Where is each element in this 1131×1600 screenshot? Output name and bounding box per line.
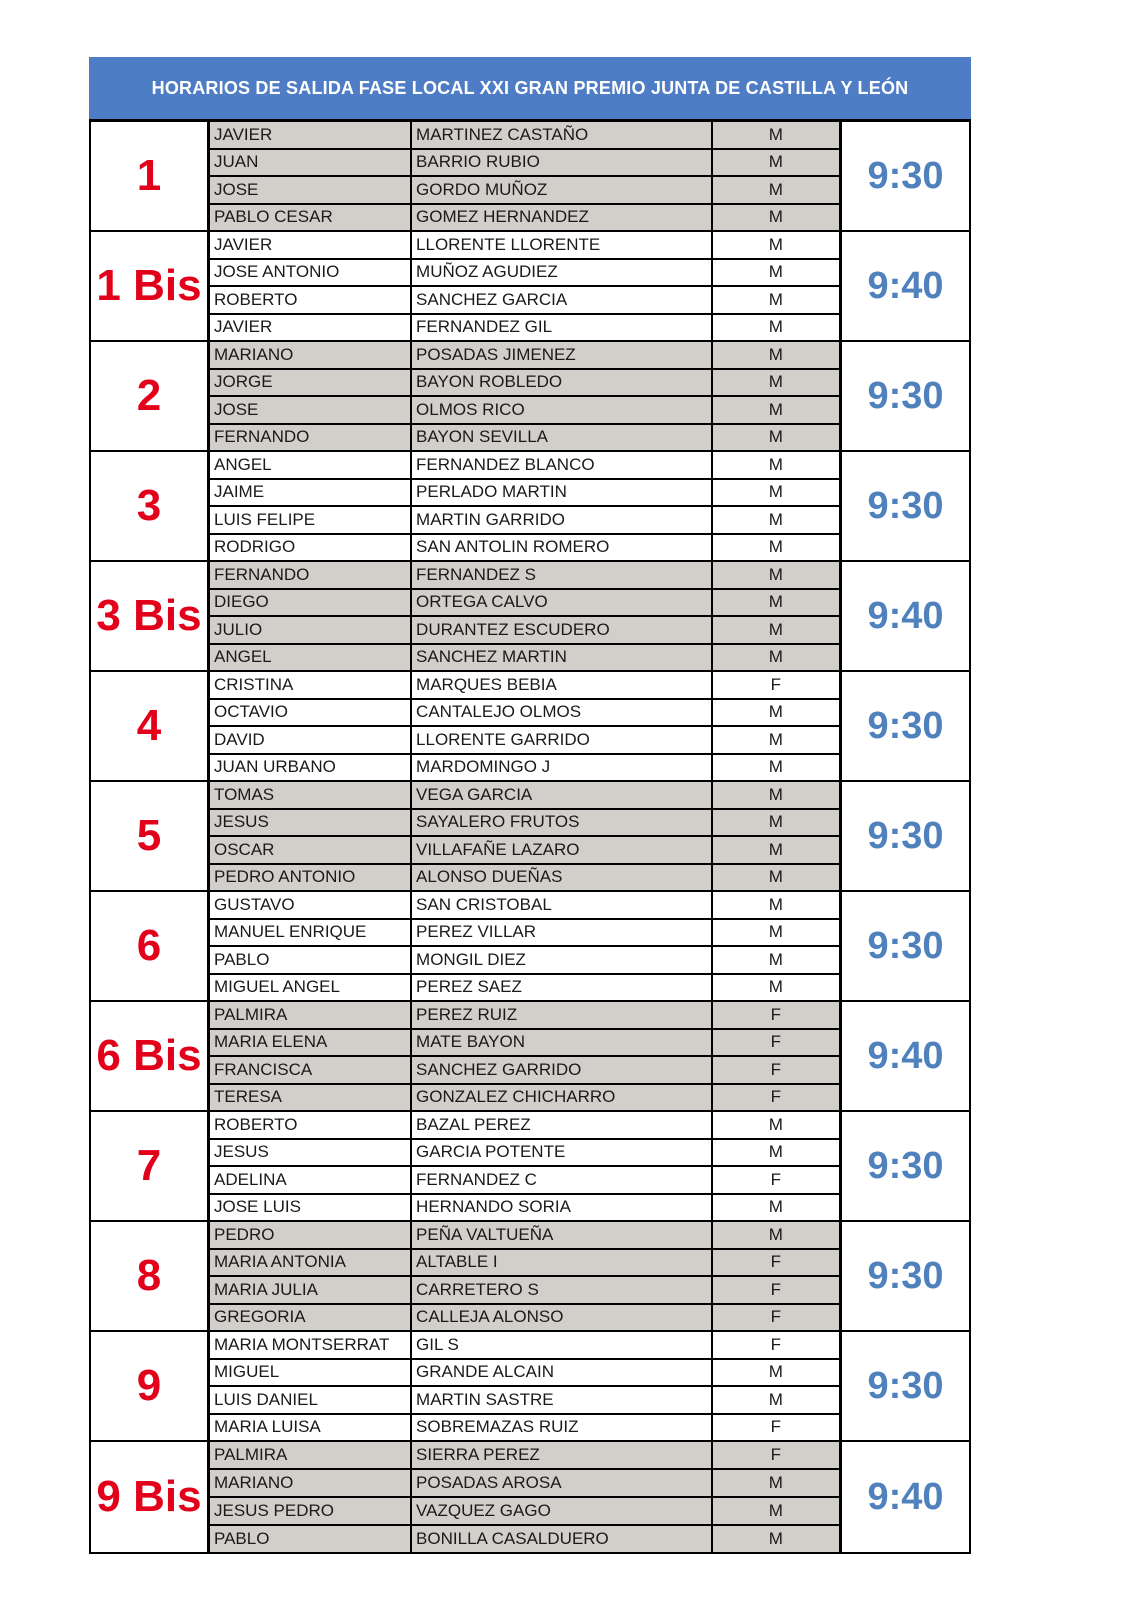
player-first-name: DIEGO	[210, 590, 412, 616]
player-first-name: ADELINA	[210, 1167, 412, 1193]
player-first-name: JAIME	[210, 480, 412, 506]
group-number: 2	[91, 342, 210, 450]
player-last-name: GIL S	[412, 1332, 713, 1358]
player-last-name: VILLAFAÑE LAZARO	[412, 837, 713, 863]
player-row	[210, 727, 839, 755]
players-list	[210, 892, 842, 1000]
group-number: 1 Bis	[91, 232, 210, 340]
player-sex: M	[768, 592, 783, 612]
group-number: 1	[91, 122, 210, 230]
player-first-name: FERNANDO	[210, 562, 412, 588]
player-first-name: TERESA	[210, 1085, 412, 1111]
start-time: 9:40	[842, 562, 969, 670]
player-sex: F	[770, 1087, 781, 1107]
player-first-name: CRISTINA	[210, 672, 412, 698]
player-last-name: PEREZ VILLAR	[412, 920, 713, 946]
player-first-name: MARIA LUISA	[210, 1415, 412, 1441]
player-sex: F	[770, 1307, 781, 1327]
player-last-name: SAYALERO FRUTOS	[412, 810, 713, 836]
player-first-name: MARIANO	[210, 1470, 412, 1496]
player-last-name: MARTINEZ CASTAÑO	[412, 122, 713, 148]
player-last-name: SANCHEZ GARRIDO	[412, 1057, 713, 1083]
group-block	[91, 452, 969, 562]
player-sex: F	[770, 1445, 781, 1464]
player-sex: M	[768, 289, 783, 309]
player-first-name: MARIA ANTONIA	[210, 1250, 412, 1276]
player-row	[210, 1305, 839, 1331]
player-row	[210, 1470, 839, 1498]
player-first-name: JAVIER	[210, 122, 412, 148]
player-sex: F	[770, 1252, 781, 1272]
player-sex: M	[768, 207, 783, 227]
player-last-name: FERNANDEZ S	[412, 562, 713, 588]
player-row	[210, 397, 839, 425]
players-list	[210, 1332, 842, 1440]
player-sex: F	[770, 1059, 781, 1079]
player-row	[210, 1002, 839, 1030]
players-list	[210, 1222, 842, 1330]
player-last-name: CALLEJA ALONSO	[412, 1305, 713, 1331]
player-last-name: DURANTEZ ESCUDERO	[412, 617, 713, 643]
player-last-name: GORDO MUÑOZ	[412, 177, 713, 203]
player-last-name: MARDOMINGO J	[412, 755, 713, 781]
player-row	[210, 1332, 839, 1360]
player-first-name: MIGUEL ANGEL	[210, 975, 412, 1001]
group-block	[91, 562, 969, 672]
player-row	[210, 122, 839, 150]
player-last-name: OLMOS RICO	[412, 397, 713, 423]
player-row	[210, 1498, 839, 1526]
player-first-name: ROBERTO	[210, 287, 412, 313]
player-sex: M	[768, 1389, 783, 1409]
player-sex: M	[768, 647, 783, 667]
player-sex: M	[768, 1224, 783, 1244]
player-last-name: GONZALEZ CHICHARRO	[412, 1085, 713, 1111]
player-row	[210, 177, 839, 205]
player-sex: F	[770, 1004, 781, 1024]
group-number: 9 Bis	[91, 1442, 210, 1552]
player-first-name: MANUEL ENRIQUE	[210, 920, 412, 946]
group-number: 6	[91, 892, 210, 1000]
player-last-name: GOMEZ HERNANDEZ	[412, 205, 713, 231]
player-first-name: MARIA ELENA	[210, 1030, 412, 1056]
player-first-name: JOSE	[210, 397, 412, 423]
player-first-name: ANGEL	[210, 645, 412, 671]
group-number: 3	[91, 452, 210, 560]
player-row	[210, 645, 839, 671]
player-sex: M	[768, 619, 783, 639]
player-last-name: VAZQUEZ GAGO	[412, 1498, 713, 1524]
player-first-name: JORGE	[210, 370, 412, 396]
player-row	[210, 1030, 839, 1058]
players-list	[210, 672, 842, 780]
player-last-name: MONGIL DIEZ	[412, 947, 713, 973]
player-sex: M	[768, 537, 783, 557]
start-time: 9:40	[842, 1442, 969, 1552]
player-row	[210, 1277, 839, 1305]
players-list	[210, 562, 842, 670]
player-last-name: BARRIO RUBIO	[412, 150, 713, 176]
player-first-name: JESUS	[210, 810, 412, 836]
player-last-name: BAYON ROBLEDO	[412, 370, 713, 396]
group-number: 3 Bis	[91, 562, 210, 670]
group-block	[91, 232, 969, 342]
player-row	[210, 755, 839, 781]
player-row	[210, 975, 839, 1001]
player-first-name: ANGEL	[210, 452, 412, 478]
group-number: 7	[91, 1112, 210, 1220]
player-last-name: PEÑA VALTUEÑA	[412, 1222, 713, 1248]
player-first-name: JESUS	[210, 1140, 412, 1166]
player-last-name: SANCHEZ MARTIN	[412, 645, 713, 671]
group-block	[91, 1222, 969, 1332]
start-time: 9:30	[842, 452, 969, 560]
player-first-name: PALMIRA	[210, 1002, 412, 1028]
player-last-name: POSADAS AROSA	[412, 1470, 713, 1496]
player-row	[210, 700, 839, 728]
player-sex: M	[768, 1529, 783, 1548]
player-sex: M	[768, 454, 783, 474]
player-sex: F	[770, 674, 781, 694]
player-last-name: MARTIN SASTRE	[412, 1387, 713, 1413]
player-sex: M	[768, 564, 783, 584]
player-sex: M	[768, 1142, 783, 1162]
player-row	[210, 287, 839, 315]
player-sex: M	[768, 234, 783, 254]
player-row	[210, 1140, 839, 1168]
player-first-name: JOSE LUIS	[210, 1195, 412, 1221]
group-block	[91, 1002, 969, 1112]
player-first-name: MARIA MONTSERRAT	[210, 1332, 412, 1358]
player-row	[210, 480, 839, 508]
player-sex: M	[768, 839, 783, 859]
player-sex: M	[768, 1114, 783, 1134]
player-row	[210, 1195, 839, 1221]
player-last-name: CANTALEJO OLMOS	[412, 700, 713, 726]
player-first-name: FRANCISCA	[210, 1057, 412, 1083]
player-first-name: OSCAR	[210, 837, 412, 863]
player-sex: F	[770, 1334, 781, 1354]
player-last-name: MARQUES BEBIA	[412, 672, 713, 698]
player-first-name: JOSE	[210, 177, 412, 203]
player-last-name: BAZAL PEREZ	[412, 1112, 713, 1138]
players-list	[210, 1112, 842, 1220]
player-row	[210, 452, 839, 480]
player-last-name: GARCIA POTENTE	[412, 1140, 713, 1166]
player-last-name: SANCHEZ GARCIA	[412, 287, 713, 313]
player-first-name: PABLO	[210, 947, 412, 973]
player-last-name: ORTEGA CALVO	[412, 590, 713, 616]
player-first-name: JULIO	[210, 617, 412, 643]
player-last-name: LLORENTE GARRIDO	[412, 727, 713, 753]
sheet-title: HORARIOS DE SALIDA FASE LOCAL XXI GRAN PREMIO JUNTA DE CASTILLA Y LEÓN	[89, 57, 971, 119]
player-row	[210, 205, 839, 231]
player-row	[210, 1222, 839, 1250]
player-sex: M	[768, 757, 783, 777]
player-row	[210, 1442, 839, 1470]
player-sex: M	[768, 262, 783, 282]
player-first-name: FERNANDO	[210, 425, 412, 451]
start-time: 9:30	[842, 122, 969, 230]
player-row	[210, 920, 839, 948]
player-sex: M	[768, 344, 783, 364]
player-sex: M	[768, 509, 783, 529]
player-sex: F	[770, 1032, 781, 1052]
group-block	[91, 892, 969, 1002]
player-last-name: FERNANDEZ C	[412, 1167, 713, 1193]
player-last-name: HERNANDO SORIA	[412, 1195, 713, 1221]
group-number: 9	[91, 1332, 210, 1440]
players-list	[210, 122, 842, 230]
player-row	[210, 617, 839, 645]
start-time: 9:30	[842, 672, 969, 780]
player-first-name: MARIA JULIA	[210, 1277, 412, 1303]
player-last-name: PERLADO MARTIN	[412, 480, 713, 506]
player-sex: M	[768, 1197, 783, 1217]
groups-table	[89, 119, 971, 1554]
player-last-name: BONILLA CASALDUERO	[412, 1526, 713, 1552]
group-block	[91, 672, 969, 782]
player-last-name: PEREZ RUIZ	[412, 1002, 713, 1028]
player-row	[210, 1085, 839, 1111]
player-sex: M	[768, 949, 783, 969]
player-last-name: MARTIN GARRIDO	[412, 507, 713, 533]
player-first-name: JESUS PEDRO	[210, 1498, 412, 1524]
player-sex: M	[768, 399, 783, 419]
start-time: 9:30	[842, 342, 969, 450]
player-row	[210, 837, 839, 865]
player-last-name: LLORENTE LLORENTE	[412, 232, 713, 258]
player-first-name: PEDRO ANTONIO	[210, 865, 412, 891]
player-row	[210, 892, 839, 920]
player-first-name: GREGORIA	[210, 1305, 412, 1331]
start-time: 9:30	[842, 1112, 969, 1220]
start-time: 9:40	[842, 232, 969, 340]
player-first-name: PALMIRA	[210, 1442, 412, 1468]
player-sex: M	[768, 977, 783, 997]
group-block	[91, 342, 969, 452]
players-list	[210, 1442, 842, 1552]
player-row	[210, 150, 839, 178]
player-sex: M	[768, 1501, 783, 1520]
player-row	[210, 535, 839, 561]
player-row	[210, 315, 839, 341]
player-first-name: LUIS DANIEL	[210, 1387, 412, 1413]
player-row	[210, 507, 839, 535]
player-first-name: JAVIER	[210, 232, 412, 258]
player-first-name: TOMAS	[210, 782, 412, 808]
player-last-name: MATE BAYON	[412, 1030, 713, 1056]
group-number: 4	[91, 672, 210, 780]
player-first-name: MIGUEL	[210, 1360, 412, 1386]
player-row	[210, 370, 839, 398]
player-last-name: SAN ANTOLIN ROMERO	[412, 535, 713, 561]
group-block	[91, 1332, 969, 1442]
player-sex: M	[768, 427, 783, 447]
player-first-name: PEDRO	[210, 1222, 412, 1248]
player-sex: F	[770, 1169, 781, 1189]
player-sex: M	[768, 784, 783, 804]
start-time: 9:30	[842, 782, 969, 890]
player-row	[210, 782, 839, 810]
start-times-sheet	[89, 57, 971, 1554]
start-time: 9:30	[842, 1222, 969, 1330]
player-row	[210, 590, 839, 618]
player-row	[210, 1250, 839, 1278]
player-sex: M	[768, 894, 783, 914]
player-row	[210, 1360, 839, 1388]
start-time: 9:30	[842, 892, 969, 1000]
player-sex: M	[768, 729, 783, 749]
player-sex: F	[770, 1279, 781, 1299]
player-last-name: FERNANDEZ BLANCO	[412, 452, 713, 478]
player-sex: M	[768, 317, 783, 337]
player-first-name: JOSE ANTONIO	[210, 260, 412, 286]
player-row	[210, 1167, 839, 1195]
group-number: 6 Bis	[91, 1002, 210, 1110]
player-sex: M	[768, 702, 783, 722]
player-last-name: CARRETERO S	[412, 1277, 713, 1303]
player-row	[210, 260, 839, 288]
group-number: 5	[91, 782, 210, 890]
player-last-name: SAN CRISTOBAL	[412, 892, 713, 918]
players-list	[210, 452, 842, 560]
player-row	[210, 342, 839, 370]
player-last-name: POSADAS JIMENEZ	[412, 342, 713, 368]
player-last-name: BAYON SEVILLA	[412, 425, 713, 451]
player-first-name: JUAN	[210, 150, 412, 176]
group-block	[91, 1442, 969, 1552]
player-first-name: PABLO	[210, 1526, 412, 1552]
player-sex: M	[768, 1362, 783, 1382]
player-sex: M	[768, 372, 783, 392]
player-last-name: SOBREMAZAS RUIZ	[412, 1415, 713, 1441]
player-row	[210, 1112, 839, 1140]
player-sex: M	[768, 179, 783, 199]
player-row	[210, 810, 839, 838]
player-first-name: GUSTAVO	[210, 892, 412, 918]
player-last-name: MUÑOZ AGUDIEZ	[412, 260, 713, 286]
player-last-name: ALONSO DUEÑAS	[412, 865, 713, 891]
start-time: 9:40	[842, 1002, 969, 1110]
player-row	[210, 1057, 839, 1085]
player-first-name: PABLO CESAR	[210, 205, 412, 231]
player-row	[210, 947, 839, 975]
players-list	[210, 232, 842, 340]
start-time: 9:30	[842, 1332, 969, 1440]
player-first-name: RODRIGO	[210, 535, 412, 561]
player-row	[210, 425, 839, 451]
players-list	[210, 1002, 842, 1110]
player-last-name: PEREZ SAEZ	[412, 975, 713, 1001]
player-sex: M	[768, 922, 783, 942]
player-first-name: LUIS FELIPE	[210, 507, 412, 533]
player-first-name: OCTAVIO	[210, 700, 412, 726]
players-list	[210, 342, 842, 450]
group-block	[91, 122, 969, 232]
player-last-name: FERNANDEZ GIL	[412, 315, 713, 341]
player-sex: M	[768, 1473, 783, 1492]
player-row	[210, 1526, 839, 1552]
group-block	[91, 1112, 969, 1222]
player-first-name: JUAN URBANO	[210, 755, 412, 781]
group-block	[91, 782, 969, 892]
player-first-name: ROBERTO	[210, 1112, 412, 1138]
player-sex: M	[768, 482, 783, 502]
group-number: 8	[91, 1222, 210, 1330]
player-sex: M	[768, 812, 783, 832]
player-first-name: DAVID	[210, 727, 412, 753]
player-first-name: MARIANO	[210, 342, 412, 368]
player-sex: F	[770, 1417, 781, 1437]
player-row	[210, 1415, 839, 1441]
player-sex: M	[768, 867, 783, 887]
player-last-name: VEGA GARCIA	[412, 782, 713, 808]
player-last-name: ALTABLE I	[412, 1250, 713, 1276]
player-row	[210, 562, 839, 590]
players-list	[210, 782, 842, 890]
player-last-name: SIERRA PEREZ	[412, 1442, 713, 1468]
player-sex: M	[768, 152, 783, 172]
player-first-name: JAVIER	[210, 315, 412, 341]
player-last-name: GRANDE ALCAIN	[412, 1360, 713, 1386]
player-row	[210, 672, 839, 700]
player-sex: M	[768, 124, 783, 144]
player-row	[210, 865, 839, 891]
player-row	[210, 232, 839, 260]
player-row	[210, 1387, 839, 1415]
